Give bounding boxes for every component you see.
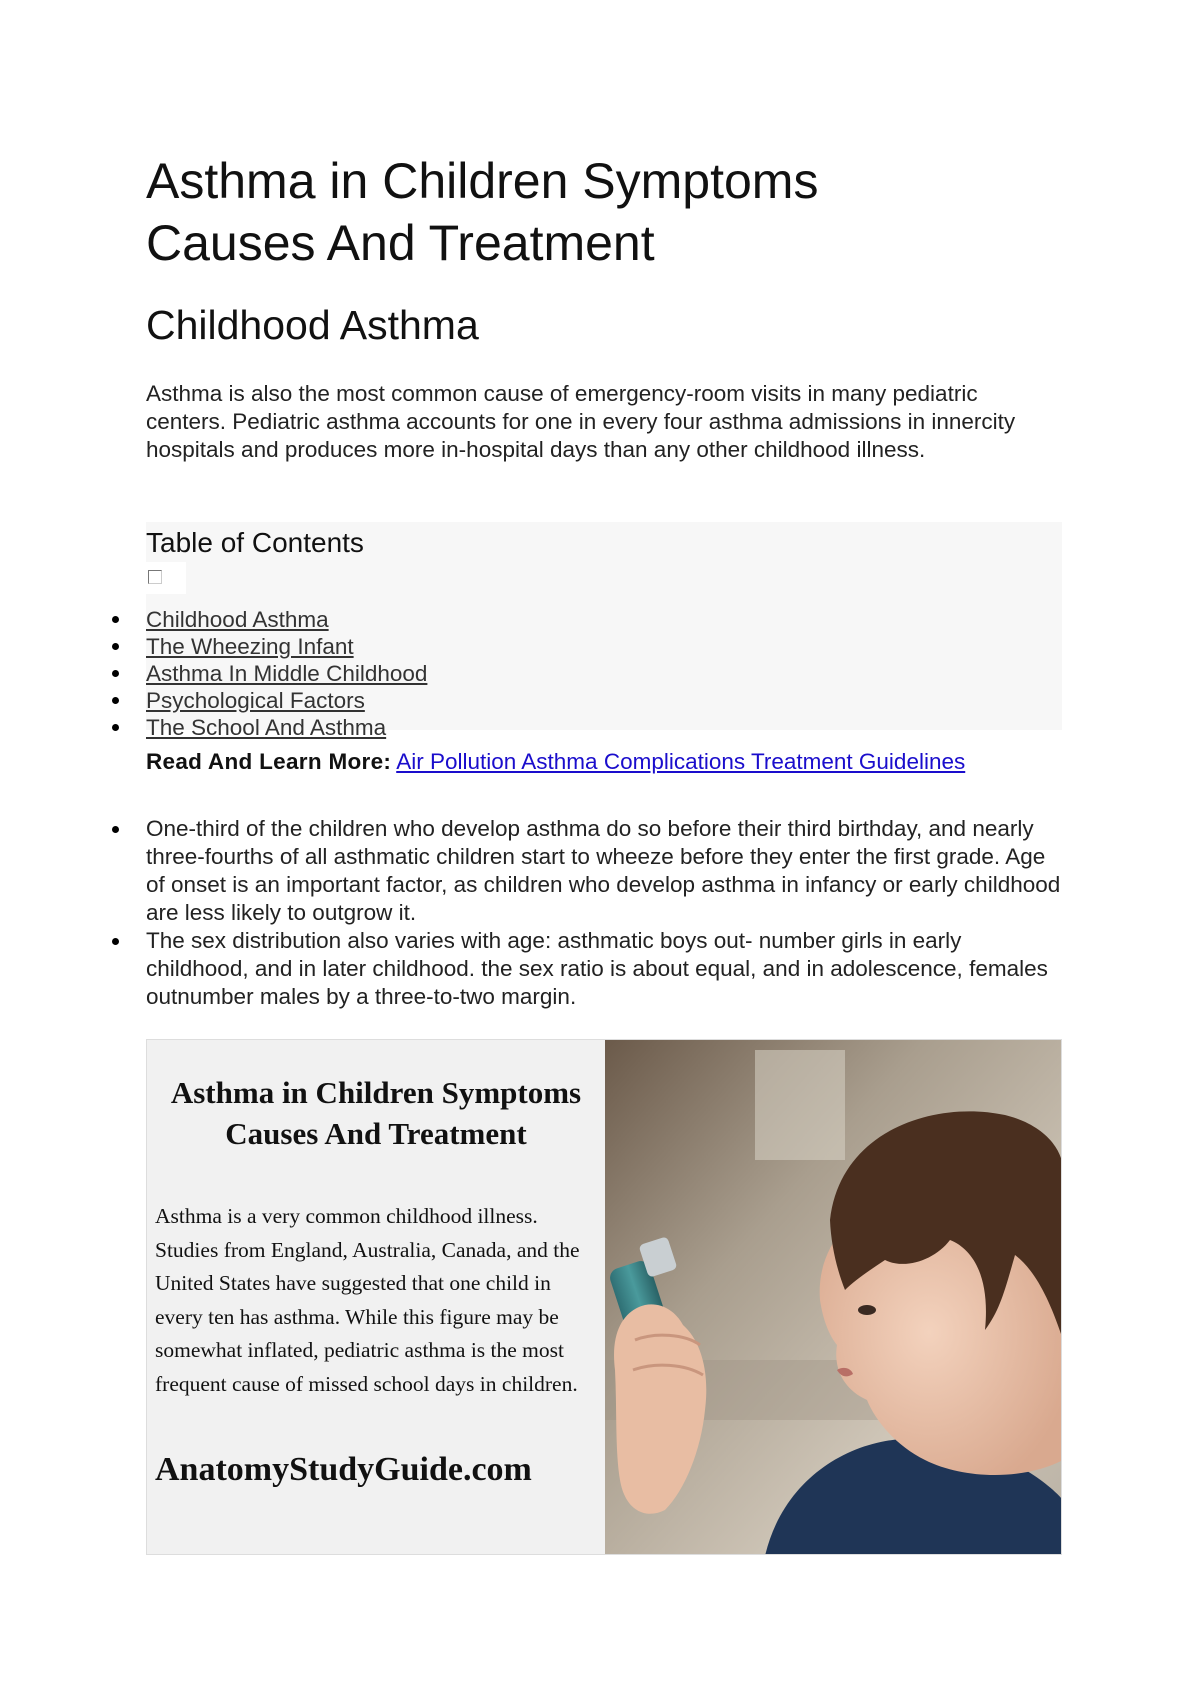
article-figure	[146, 1039, 1062, 1555]
toc-link-school-and-asthma[interactable]: The School And Asthma	[146, 715, 387, 740]
toc-link-psychological-factors[interactable]: Psychological Factors	[146, 688, 365, 713]
photo-blur-window	[755, 1050, 845, 1160]
figure-title-line-1: Asthma in Children Symptoms	[170, 1075, 582, 1110]
page-title-line-1: Asthma in Children Symptoms	[146, 153, 819, 209]
child-inhaler-photo	[605, 1040, 1062, 1555]
figure-title	[147, 1072, 605, 1154]
toc-item	[146, 660, 427, 687]
page-title-line-2: Causes And Treatment	[146, 215, 655, 271]
toc-link-childhood-asthma[interactable]: Childhood Asthma	[146, 607, 329, 632]
bullet-item: The sex distribution also varies with age: asthmatic boys out- number girls in early childhood, and in later childhood. the sex ratio is about equal, and in adolescence, females outnumber males by a three-to-two margin.	[146, 927, 1062, 1011]
read-more-label: Read And Learn More:	[146, 749, 392, 774]
article	[146, 150, 1062, 464]
figure-text-panel	[147, 1040, 605, 1554]
toc-item	[146, 606, 427, 633]
section-heading: Childhood Asthma	[146, 302, 479, 348]
toc-link-middle-childhood[interactable]: Asthma In Middle Childhood	[146, 661, 428, 686]
toc-list	[146, 606, 427, 741]
figure-body-text: Asthma is a very common childhood illness. Studies from England, Australia, Canada, and the United States have suggested that one child in every ten has asthma. While this figure may be somewhat inflated, pediatric asthma is the most frequent cause of missed school days in children.	[155, 1204, 580, 1396]
toc-item	[146, 714, 427, 741]
table-of-contents	[146, 522, 1062, 740]
toc-link-wheezing-infant[interactable]: The Wheezing Infant	[146, 634, 354, 659]
toc-toggle[interactable]	[146, 562, 186, 594]
figure-brand: AnatomyStudyGuide.com	[155, 1451, 532, 1488]
figure-title-line-2: Causes And Treatment	[225, 1116, 527, 1151]
toc-title: Table of Contents	[146, 527, 364, 558]
intro-paragraph: Asthma is also the most common cause of emergency-room visits in many pediatric centers. Pediatric asthma accounts for one in every four asthma admissions in innercity hospitals and produces more in-hospital days than any other childhood illness.	[146, 381, 1016, 462]
read-more-link[interactable]: Air Pollution Asthma Complications Treatment Guidelines	[396, 749, 966, 774]
toc-item	[146, 687, 427, 714]
toc-toggle-checkbox-icon[interactable]	[148, 570, 162, 584]
page-title	[146, 150, 1062, 274]
bullet-item: One-third of the children who develop asthma do so before their third birthday, and nearly three-fourths of all asthmatic children start to wheeze before they enter the first grade. Age of onset is an important factor, as children who develop asthma in infancy or early childhood are less likely to outgrow it.	[146, 816, 1061, 925]
read-more	[146, 748, 965, 776]
bullet-list	[146, 815, 1062, 1011]
toc-item	[146, 633, 427, 660]
eye	[858, 1305, 876, 1315]
